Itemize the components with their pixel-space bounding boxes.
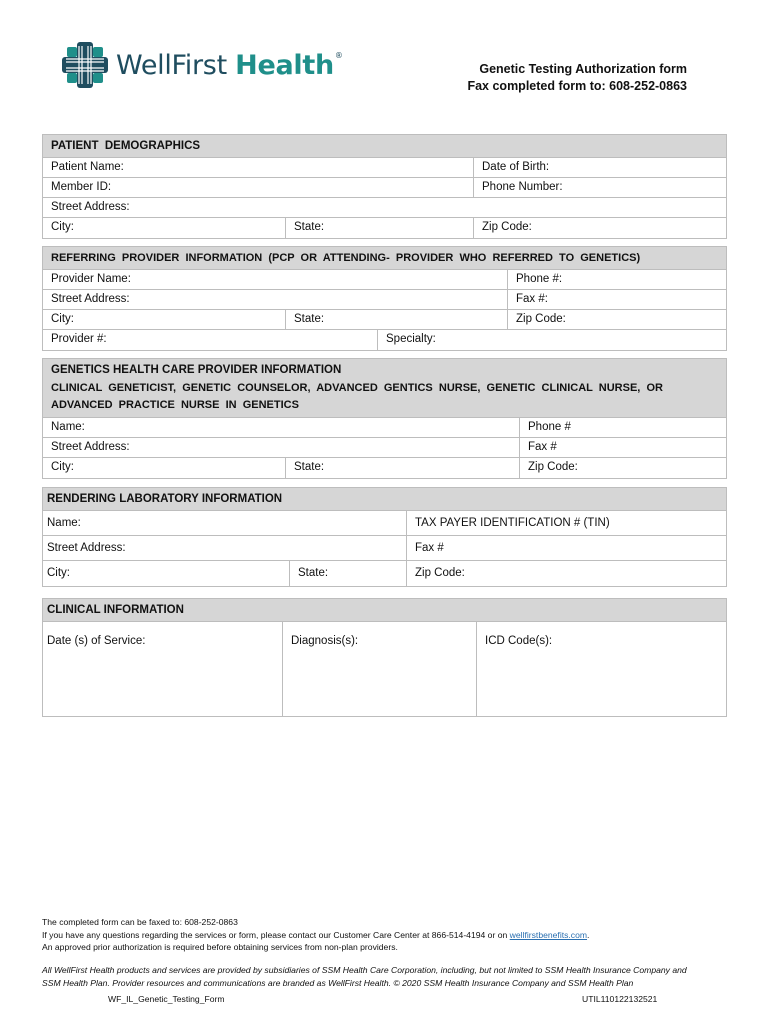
form-row [43,218,726,238]
provider-phone-field[interactable]: Phone #: [516,273,563,285]
registered-mark: ® [334,50,343,60]
form-row [43,536,726,561]
form-header [467,61,687,95]
form-row [43,622,726,716]
provider-state-field[interactable]: State: [286,310,508,329]
genetics-street-field[interactable]: Street Address: [43,438,520,457]
genetics-state-field[interactable]: State: [286,458,520,478]
genetics-name-field[interactable]: Name: [43,418,520,437]
member-id-field[interactable]: Member ID: [43,178,474,197]
brand-name-part2: Health [235,49,334,81]
form-row [43,458,726,478]
lab-zip-field[interactable]: Zip Code: [415,567,465,579]
provider-zip-field[interactable]: Zip Code: [516,313,566,325]
lab-name-field[interactable]: Name: [43,511,407,535]
wellfirst-logo [62,42,343,88]
form-row [43,561,726,586]
form-row [43,511,726,536]
form-row [43,418,726,438]
genetics-heading-line2: CLINICAL GENETICIST, GENETIC COUNSELOR, ADVANCED GENTICS NURSE, GENETIC CLINICAL NURSE, OR [51,381,663,394]
form-row [43,158,726,178]
state-field[interactable]: State: [286,218,474,238]
lab-street-field[interactable]: Street Address: [43,536,407,560]
patient-demographics-section [42,134,727,239]
form-row [43,178,726,198]
genetics-fax-field[interactable]: Fax # [528,440,557,453]
fax-instruction: Fax completed form to: 608-252-0863 [467,79,687,93]
street-address-field[interactable]: Street Address: [51,201,130,213]
form-row [43,310,726,330]
provider-street-field[interactable]: Street Address: [43,290,508,309]
rendering-laboratory-heading: RENDERING LABORATORY INFORMATION [43,488,726,511]
dates-of-service-field[interactable]: Date (s) of Service: [43,622,283,716]
lab-fax-field[interactable]: Fax # [415,542,444,554]
city-field[interactable]: City: [43,218,286,238]
footer-contact-suffix: . [587,929,590,940]
form-title: Genetic Testing Authorization form [479,62,687,76]
wellfirst-benefits-link[interactable]: wellfirstbenefits.com [509,929,588,940]
genetics-zip-field[interactable]: Zip Code: [528,460,578,473]
clinical-information-heading: CLINICAL INFORMATION [43,599,726,622]
footer-contact-line [42,929,589,942]
footer-contact-text: If you have any questions regarding the services or form, please contact our Customer Care Center at 866-514-4194 or on [42,929,510,940]
referring-provider-section [42,246,727,351]
lab-tin-field[interactable]: TAX PAYER IDENTIFICATION # (TIN) [415,517,610,529]
icd-codes-field[interactable]: ICD Code(s): [485,635,553,647]
genetics-heading-line3: ADVANCED PRACTICE NURSE IN GENETICS [51,399,299,411]
zip-code-field[interactable]: Zip Code: [482,221,532,233]
lab-city-field[interactable]: City: [43,561,290,586]
genetics-heading-line1: GENETICS HEALTH CARE PROVIDER INFORMATION [51,364,342,376]
provider-name-field[interactable]: Provider Name: [43,270,508,289]
footer-legal-line1: All WellFirst Health products and services are provided by subsidiaries of SSM Health Care Corporation, including, but not limited to SSM Health Insurance Company and [42,965,687,975]
util-code: UTIL110122132521 [582,994,658,1004]
phone-number-field[interactable]: Phone Number: [482,181,563,193]
dob-field[interactable]: Date of Birth: [482,161,550,173]
footer-authorization-line: An approved prior authorization is required before obtaining services from non-plan providers. [42,942,398,952]
footer-fax-line: The completed form can be faxed to: 608-252-0863 [42,917,238,927]
genetics-provider-section [42,358,727,479]
form-row [43,438,726,458]
lab-state-field[interactable]: State: [290,561,407,586]
provider-city-field[interactable]: City: [43,310,286,329]
provider-fax-field[interactable]: Fax #: [516,293,548,305]
cross-logo-icon [62,42,108,88]
form-row [43,198,726,218]
brand-name-part1: WellFirst [116,49,227,81]
genetics-city-field[interactable]: City: [43,458,286,478]
patient-name-field[interactable]: Patient Name: [43,158,474,177]
patient-demographics-heading: PATIENT DEMOGRAPHICS [43,135,726,158]
footer-notes [42,916,589,954]
form-row [43,330,726,350]
genetics-phone-field[interactable]: Phone # [528,420,571,433]
form-id: WF_IL_Genetic_Testing_Form [108,994,225,1004]
brand-name [116,49,343,81]
footer-legal-line2: SSM Health Plan. Provider resources and communications are branded as WellFirst Health. © 2020 SSM Health Insurance Company and SSM Health Plan [42,977,634,988]
footer-legal [42,964,687,989]
diagnosis-field[interactable]: Diagnosis(s): [283,622,477,716]
rendering-laboratory-section [42,487,727,587]
genetics-provider-heading [43,359,726,418]
referring-provider-heading: REFERRING PROVIDER INFORMATION (PCP OR ATTENDING- PROVIDER WHO REFERRED TO GENETICS) [43,247,726,270]
form-row [43,270,726,290]
clinical-information-section [42,598,727,717]
form-row [43,290,726,310]
provider-number-field[interactable]: Provider #: [43,330,378,350]
provider-specialty-field[interactable]: Specialty: [386,333,436,345]
